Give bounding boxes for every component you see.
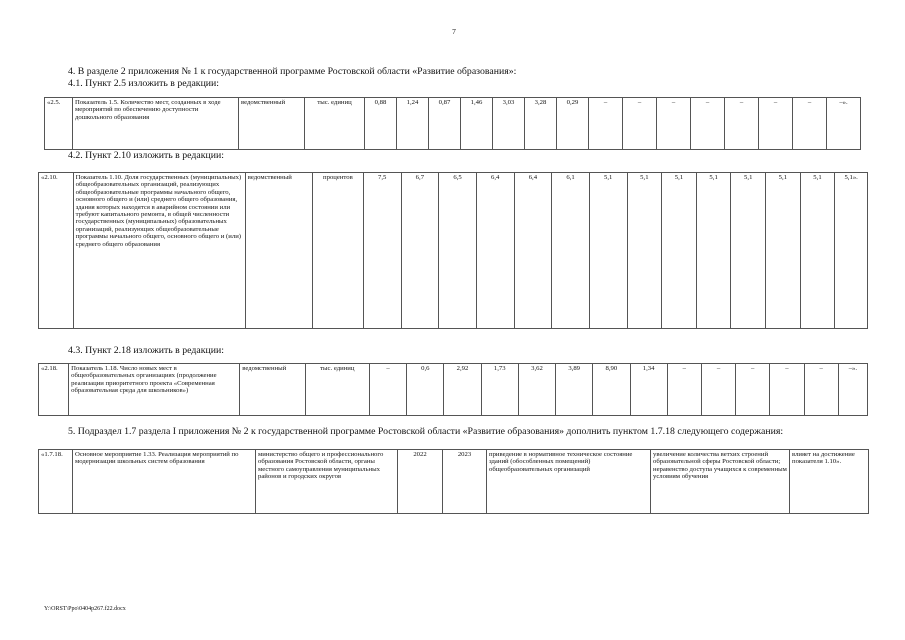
item-4-3-heading: 4.3. Пункт 2.18 изложить в редакции: — [68, 345, 224, 356]
indicator-name: Показатель 1.5. Количество мест, созданных в ходе мероприятий по обеспечению доступности дошкольного образования — [73, 98, 239, 150]
value-cell: 1,24 — [397, 98, 429, 150]
table-item-2-5 — [44, 97, 893, 150]
measure-name: Основное мероприятие 1.33. Реализация мероприятий по модернизации школьных систем образования — [73, 450, 256, 514]
value-cell: – — [804, 364, 838, 416]
item-4-2-heading: 4.2. Пункт 2.10 изложить в редакции: — [68, 150, 224, 161]
value-cell: – — [369, 364, 406, 416]
value-cell: 5,1 — [731, 173, 766, 329]
value-cell: 5,1 — [662, 173, 697, 329]
row-number: «1.7.18. — [39, 450, 73, 514]
indicator-name: Показатель 1.18. Число новых мест в общеобразовательных организациях (продолжение реализации приоритетного проекта «Современная образовательная среда для школьников») — [69, 364, 240, 416]
value-cell: – — [691, 98, 725, 150]
value-cell: 1,34 — [630, 364, 667, 416]
value-cell: 1,73 — [481, 364, 518, 416]
indicator-name: Показатель 1.10. Доля государственных (муниципальных) общеобразовательных организаций, реализующих общеобразовательные программы начального общего, основного общего и (или) среднего общего образования, здания которых находятся в аварийном состоянии или требуют капитального ремонта, в общей численности государственных (муниципальных) образовательных организаций, реализующих общеобразовательные программы начального общего, основного общего и (или) среднего общего образования — [73, 173, 245, 329]
value-cell: – — [725, 98, 759, 150]
value-cell: 1,46 — [461, 98, 493, 150]
table-row — [39, 173, 868, 329]
value-cell: – — [701, 364, 735, 416]
table-row — [39, 450, 869, 514]
value-cell: 7,5 — [363, 173, 401, 329]
value-cell: 5,1 — [589, 173, 627, 329]
row-number: «2.5. — [45, 98, 73, 150]
value-cell: 0,87 — [429, 98, 461, 150]
value-cell: –». — [827, 98, 861, 150]
value-cell: 5,1 — [766, 173, 801, 329]
value-cell: –». — [838, 364, 867, 416]
file-path-footer: Y:\ORST\Ppo\0404p267.f22.docx — [44, 606, 126, 612]
value-cell: 5,1 — [696, 173, 731, 329]
value-cell: 0,29 — [557, 98, 589, 150]
section-4-heading: 4. В разделе 2 приложения № 1 к государственной программе Ростовской области «Развитие образования»: — [68, 66, 517, 77]
value-cell: 3,03 — [493, 98, 525, 150]
value-cell: 3,28 — [525, 98, 557, 150]
executor: министерство общего и профессионального образования Ростовской области, органы местного самоуправления муниципальных районов и городских округов — [256, 450, 398, 514]
indicator-type: ведомственный — [239, 98, 305, 150]
unit: процентов — [312, 173, 363, 329]
expected-result: приведение в нормативное техническое состояние зданий (обособленных помещений) общеобразовательных организаций — [487, 450, 651, 514]
value-cell: – — [667, 364, 701, 416]
unit: тыс. единиц — [305, 364, 369, 416]
value-cell: 6,4 — [476, 173, 514, 329]
start-year: 2022 — [398, 450, 443, 514]
item-4-1-heading: 4.1. Пункт 2.5 изложить в редакции: — [68, 78, 220, 89]
value-cell: 6,5 — [439, 173, 477, 329]
indicator-type: ведомственный — [240, 364, 305, 416]
table-row — [45, 98, 893, 150]
value-cell: – — [657, 98, 691, 150]
end-year: 2023 — [443, 450, 487, 514]
value-cell: 5,1». — [835, 173, 868, 329]
value-cell: 0,88 — [365, 98, 397, 150]
indicator-type: ведомственный — [245, 173, 312, 329]
table-item-1-7-18 — [38, 449, 869, 514]
table-row — [39, 364, 868, 416]
page-number: 7 — [452, 27, 456, 36]
value-cell: 8,90 — [593, 364, 630, 416]
value-cell: – — [736, 364, 770, 416]
value-cell: – — [770, 364, 804, 416]
row-number: «2.10. — [39, 173, 74, 329]
value-cell: 3,62 — [518, 364, 555, 416]
value-cell: 2,92 — [444, 364, 481, 416]
value-cell: 5,1 — [800, 173, 835, 329]
value-cell: 5,1 — [627, 173, 662, 329]
table-item-2-10 — [38, 172, 868, 329]
value-cell: – — [589, 98, 623, 150]
value-cell: – — [759, 98, 793, 150]
consequences: увеличение количества ветхих строений образовательной сферы Ростовской области; неравенство доступа учащихся к современным условиям обучения — [651, 450, 790, 514]
indicator-link: влияет на достижение показателя 1.10». — [790, 450, 869, 514]
section-5-heading: 5. Подраздел 1.7 раздела I приложения № 2 к государственной программе Ростовской области «Развитие образования» дополнить пунктом 1.7.18 следующего содержания: — [68, 426, 784, 437]
value-cell: – — [623, 98, 657, 150]
unit: тыс. единиц — [305, 98, 365, 150]
value-cell: 3,89 — [556, 364, 593, 416]
value-cell: 6,4 — [514, 173, 552, 329]
value-cell: 0,6 — [407, 364, 444, 416]
value-cell: 6,7 — [401, 173, 439, 329]
value-cell: 6,1 — [552, 173, 590, 329]
value-cell: – — [793, 98, 827, 150]
table-item-2-18 — [38, 363, 868, 416]
row-number: «2.18. — [39, 364, 69, 416]
